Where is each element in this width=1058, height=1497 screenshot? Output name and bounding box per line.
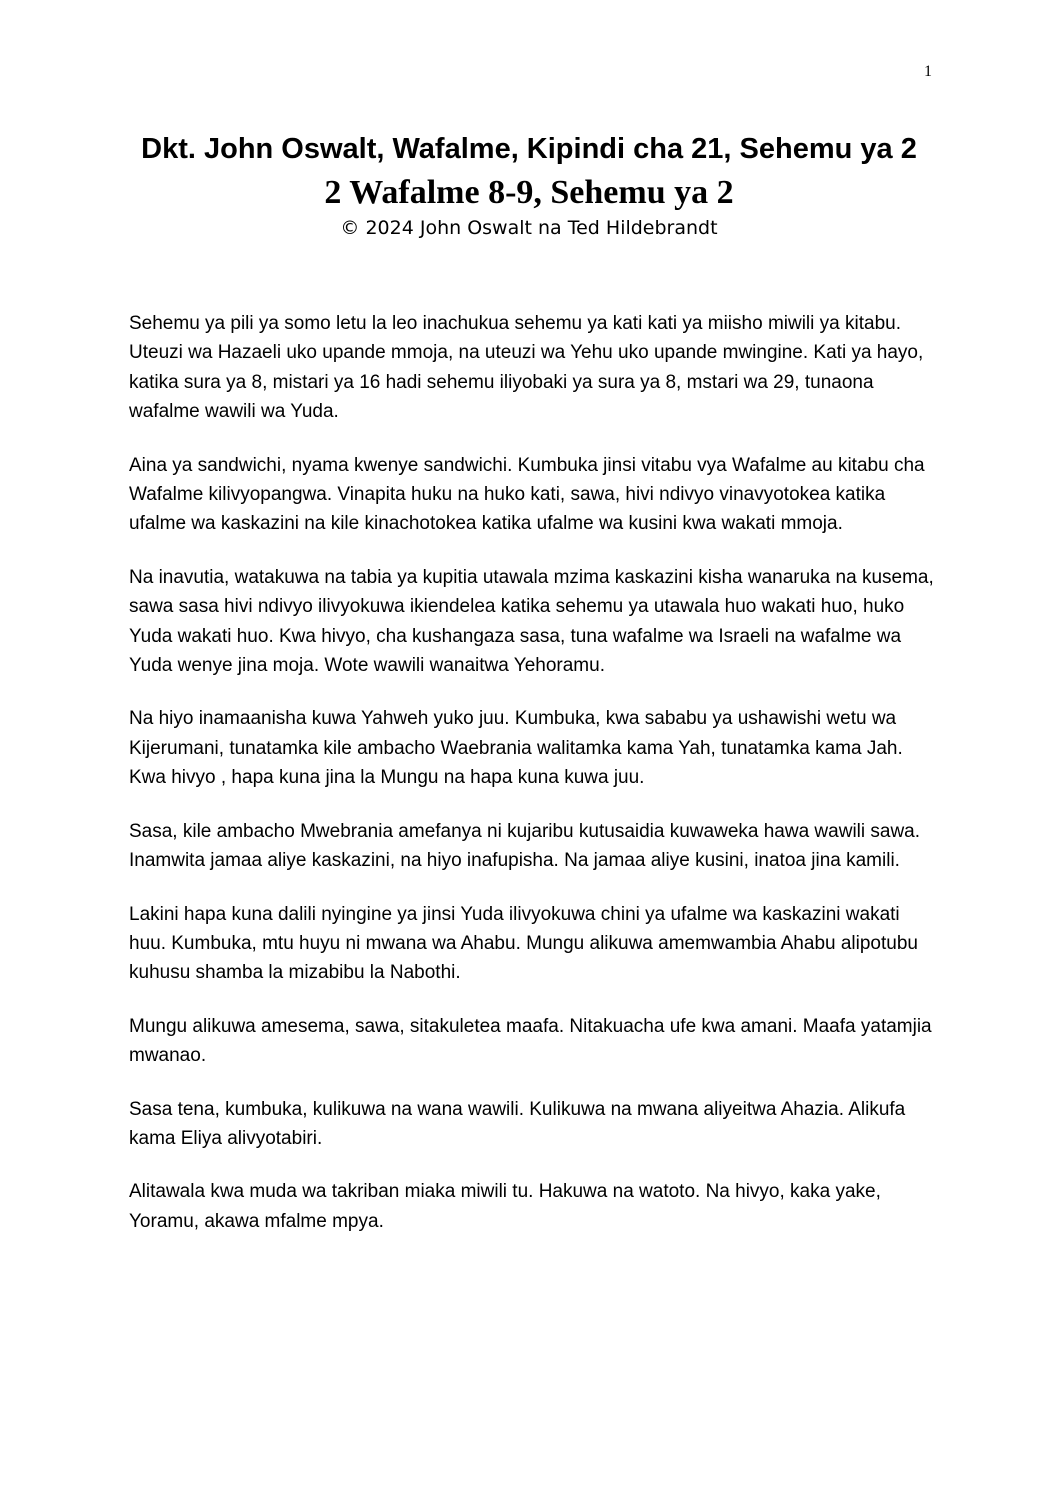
page-number: 1	[924, 63, 932, 80]
paragraph: Na inavutia, watakuwa na tabia ya kupitia utawala mzima kaskazini kisha wanaruka na kusema, sawa sasa hivi ndivyo ilivyokuwa ikiendelea katika sehemu ya utawala huo wakati huo, huko Yuda wakati huo. Kwa hivyo, cha kushangaza sasa, tuna wafalme wa Israeli na wafalme wa Yuda wenye jina moja. Wote wawili wanaitwa Yehoramu.	[129, 566, 934, 677]
document-body	[129, 309, 934, 1260]
paragraph: Sasa, kile ambacho Mwebrania amefanya ni kujaribu kutusaidia kuwaweka hawa wawili sawa. Inamwita jamaa aliye kaskazini, na hiyo inafupisha. Na jamaa aliye kusini, inatoa jina kamili.	[129, 820, 921, 872]
paragraph: Lakini hapa kuna dalili nyingine ya jinsi Yuda ilivyokuwa chini ya ufalme wa kaskazini wakati huu. Kumbuka, mtu huyu ni mwana wa Ahabu. Mungu alikuwa amemwambia Ahabu alipotubu kuhusu shamba la mizabibu la Nabothi.	[129, 903, 918, 984]
copyright-line: © 2024 John Oswalt na Ted Hildebrandt	[340, 217, 718, 239]
paragraph: Sehemu ya pili ya somo letu la leo inachukua sehemu ya kati kati ya miisho miwili ya kitabu. Uteuzi wa Hazaeli uko upande mmoja, na uteuzi wa Yehu uko upande mwingine. Kati ya hayo, katika sura ya 8, mistari ya 16 hadi sehemu iliyobaki ya sura ya 8, mstari wa 29, tunaona wafalme wawili wa Yuda.	[129, 313, 924, 423]
paragraph: Mungu alikuwa amesema, sawa, sitakuletea maafa. Nitakuacha ufe kwa amani. Maafa yatamjia mwanao.	[129, 1015, 932, 1067]
paragraph: Na hiyo inamaanisha kuwa Yahweh yuko juu. Kumbuka, kwa sababu ya ushawishi wetu wa Kijerumani, tunatamka kile ambacho Waebrania walitamka kama Yah, tunatamka kama Jah. Kwa hivyo , hapa kuna jina la Mungu na hapa kuna kuwa juu.	[129, 708, 903, 789]
paragraph: Aina ya sandwichi, nyama kwenye sandwichi. Kumbuka jinsi vitabu vya Wafalme au kitabu cha Wafalme kilivyopangwa. Vinapita huku na huko kati, sawa, hivi ndivyo vinavyotokea katika ufalme wa kaskazini na kile kinachotokea katika ufalme wa kusini kwa wakati mmoja.	[129, 454, 925, 535]
paragraph: Alitawala kwa muda wa takriban miaka miwili tu. Hakuwa na watoto. Na hivyo, kaka yake, Yoramu, akawa mfalme mpya.	[129, 1181, 881, 1232]
paragraph: Sasa tena, kumbuka, kulikuwa na wana wawili. Kulikuwa na mwana aliyeitwa Ahazia. Alikufa kama Eliya alivyotabiri.	[129, 1098, 906, 1149]
document-header	[128, 130, 930, 242]
document-subtitle: 2 Wafalme 8-9, Sehemu ya 2	[324, 174, 734, 211]
document-title: Dkt. John Oswalt, Wafalme, Kipindi cha 21, Sehemu ya 2	[141, 133, 917, 165]
